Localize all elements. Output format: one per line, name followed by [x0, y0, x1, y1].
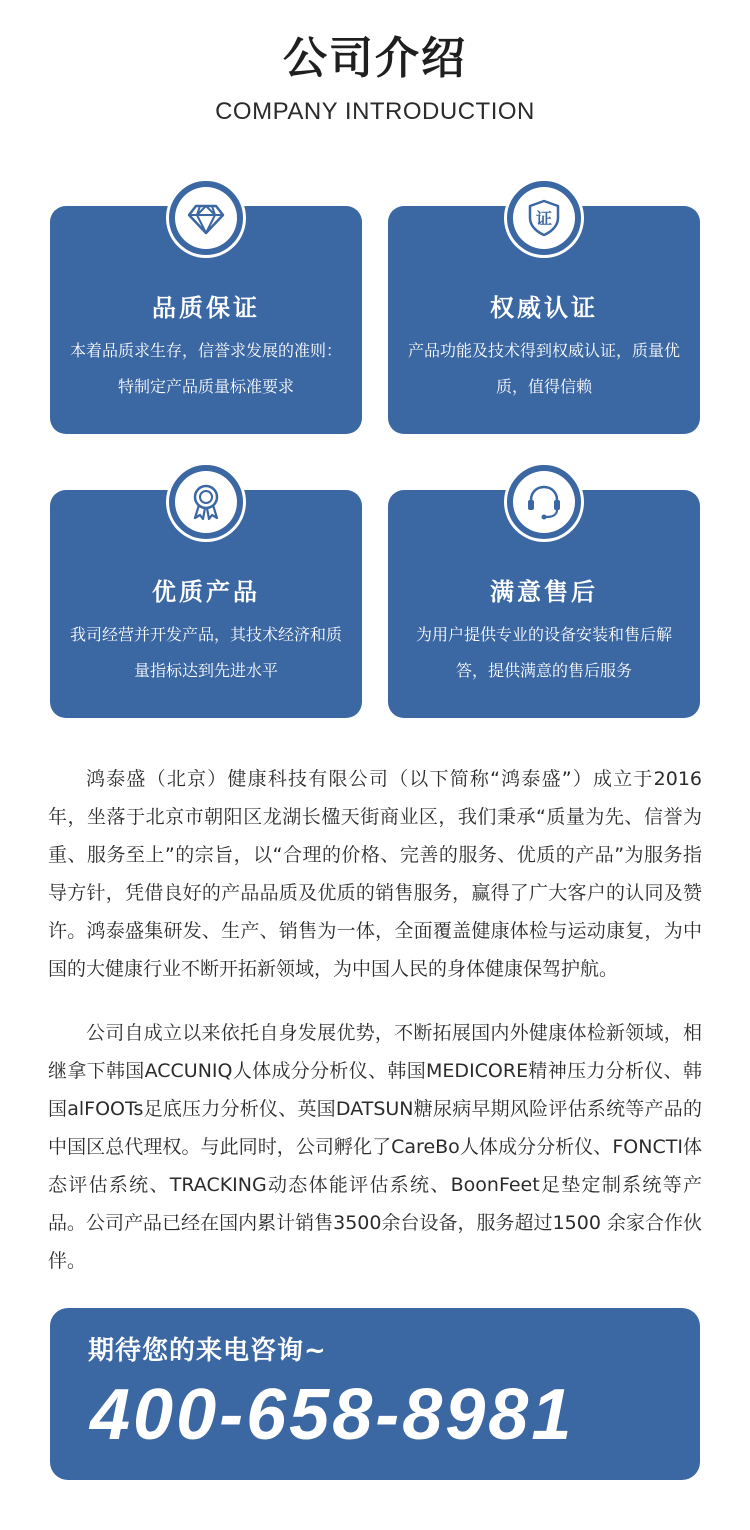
feature-title: 满意售后 [490, 578, 598, 606]
feature-card-quality [50, 206, 362, 434]
feature-title: 优质产品 [152, 578, 260, 606]
page-title: 公司介绍 [283, 33, 467, 84]
feature-card-service [388, 490, 700, 718]
feature-description: 我司经营并开发产品，其技术经济和质量指标达到先进水平 [69, 625, 342, 680]
feature-title: 品质保证 [152, 294, 260, 322]
shield-glyph: 证 [535, 209, 553, 228]
feature-icon-badge [166, 462, 246, 542]
page-subtitle: COMPANY INTRODUCTION [215, 98, 535, 125]
certificate-shield-icon [524, 198, 564, 238]
headset-icon [524, 482, 564, 522]
feature-icon-badge [166, 178, 246, 258]
intro-paragraph-1: 鸿泰盛（北京）健康科技有限公司（以下简称“鸿泰盛”）成立于2016年，坐落于北京市朝阳区龙湖长楹天街商业区，我们秉承“质量为先、信誉为重、服务至上”的宗旨，以“合理的价格、完善的服务、优质的产品”为服务指导方针，凭借良好的产品品质及优质的销售服务，赢得了广大客户的认同及赞许。鸿泰盛集研发、生产、销售为一体，全面覆盖健康体检与运动康复，为中国的大健康行业不断开拓新领域，为中国人民的身体健康保驾护航。 [48, 768, 702, 980]
feature-description: 产品功能及技术得到权威认证，质量优质，值得信赖 [407, 341, 680, 396]
intro-paragraph-2: 公司自成立以来依托自身发展优势，不断拓展国内外健康体检新领域，相继拿下韩国ACCUNIQ人体成分分析仪、韩国MEDICORE精神压力分析仪、韩国alFOOTs足底压力分析仪、英国DATSUN糖尿病早期风险评估系统等产品的中国区总代理权。与此同时，公司孵化了CareBo人体成分分析仪、FONCTI体态评估系统、TRACKING动态体能评估系统、BoonFeet足垫定制系统等产品。公司产品已经在国内累计销售3500余台设备，服务超过1500 余家合作伙伴。 [48, 1022, 702, 1272]
diamond-icon [186, 198, 226, 238]
feature-card-product [50, 490, 362, 718]
contact-banner [50, 1308, 700, 1480]
feature-icon-badge [504, 178, 584, 258]
feature-title: 权威认证 [490, 294, 598, 322]
feature-description: 本着品质求生存，信誉求发展的准则：特制定产品质量标准要求 [69, 341, 342, 396]
award-ribbon-icon [186, 482, 226, 522]
feature-description: 为用户提供专业的设备安装和售后解答，提供满意的售后服务 [415, 625, 672, 680]
feature-icon-badge [504, 462, 584, 542]
contact-label: 期待您的来电咨询~ [88, 1336, 327, 1366]
feature-card-certification [388, 206, 700, 434]
contact-phone-number[interactable]: 400-658-8981 [90, 1375, 575, 1455]
